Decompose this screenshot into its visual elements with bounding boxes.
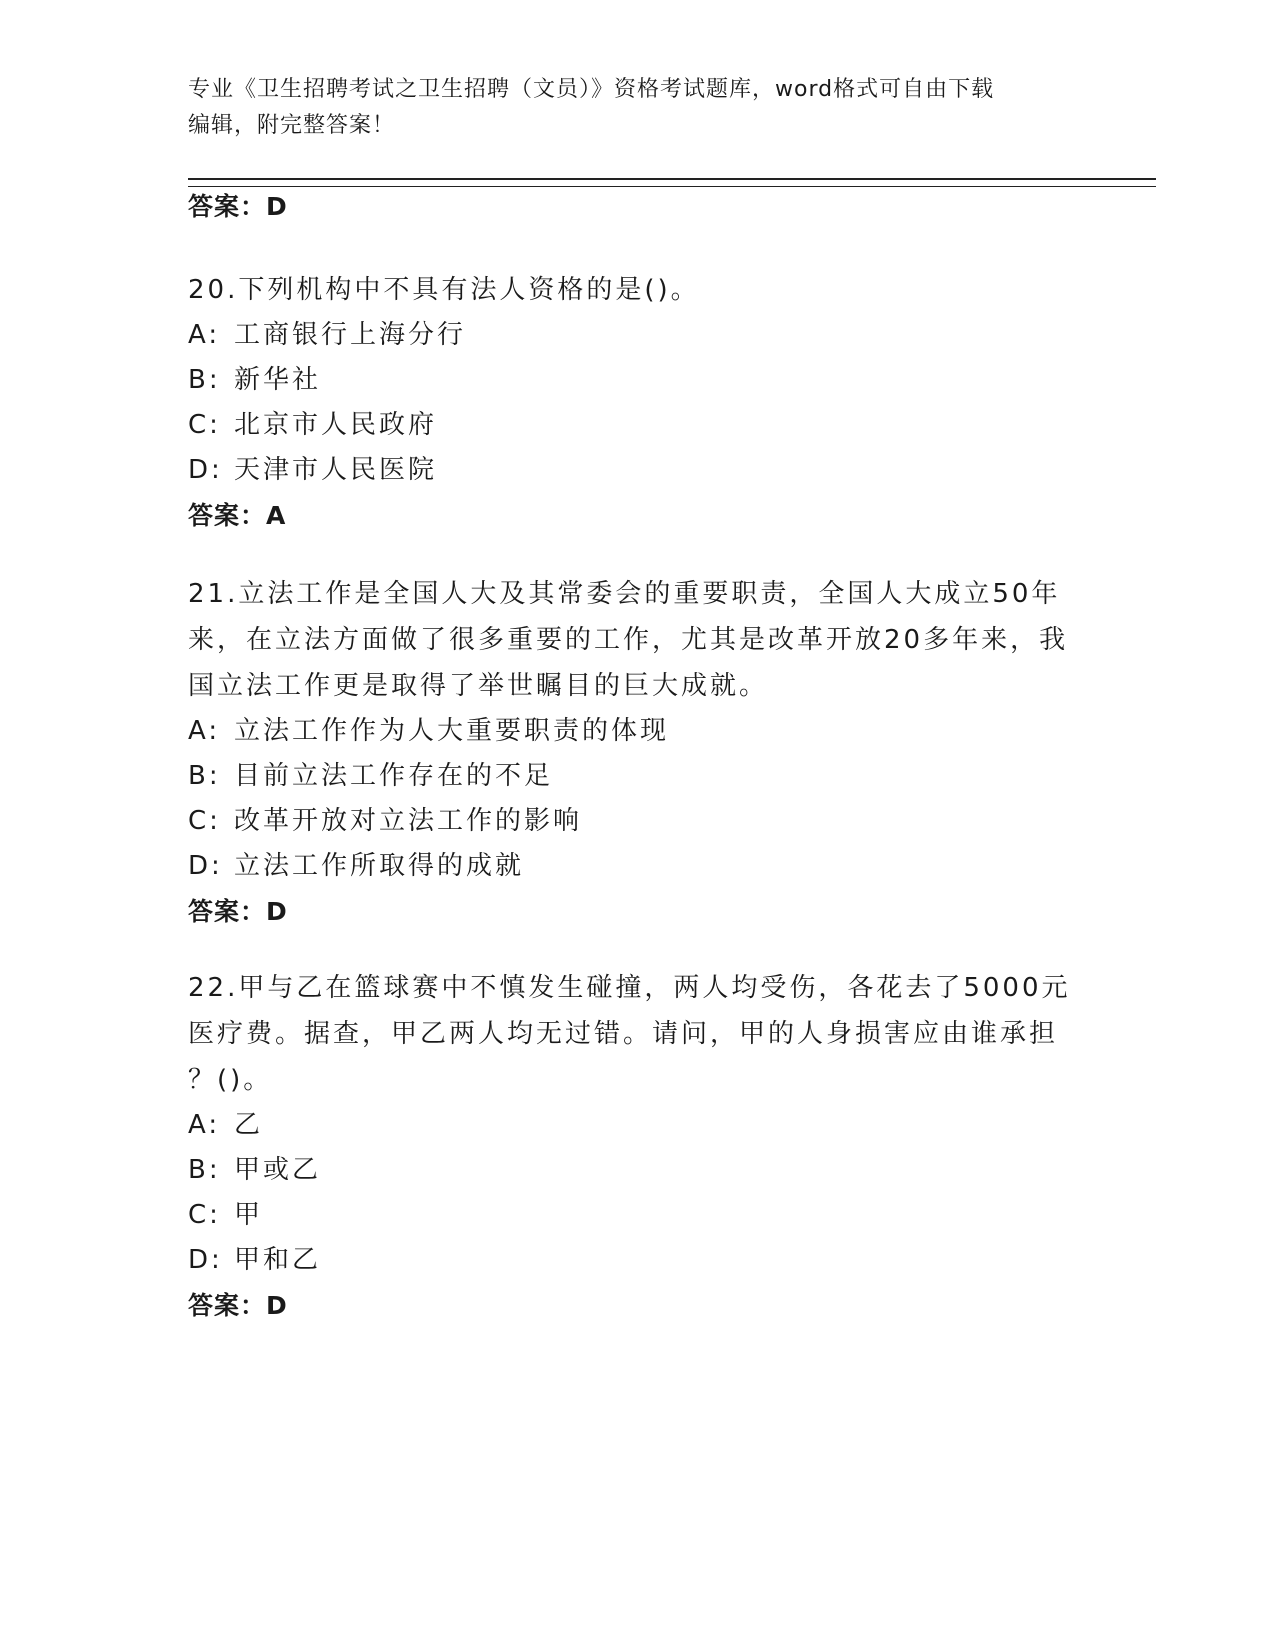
question-stem-line: 22.甲与乙在篮球赛中不慎发生碰撞，两人均受伤，各花去了5000元 [188, 973, 1071, 1003]
option-letter: B: [188, 1155, 221, 1185]
question-answer [188, 1283, 1088, 1329]
option-text: 新华社 [234, 365, 322, 395]
header-line-2: 编辑，附完整答案！ [188, 113, 396, 138]
answer-label: 答案： [188, 1291, 267, 1320]
answer-label: 答案： [188, 897, 267, 926]
option-text: 工商银行上海分行 [234, 320, 467, 350]
option-letter: A: [188, 716, 221, 746]
option-letter: C: [188, 806, 221, 836]
answer-value: D [266, 897, 288, 926]
answer-value: D [266, 1291, 288, 1320]
option-letter: A: [188, 320, 221, 350]
option-letter: B: [188, 761, 221, 791]
option-text: 北京市人民政府 [234, 410, 438, 440]
answer-value: D [266, 192, 288, 221]
option-text: 目前立法工作存在的不足 [234, 761, 554, 791]
question-answer [188, 493, 1088, 539]
option-text: 甲 [234, 1200, 264, 1230]
option-text: 甲或乙 [234, 1155, 322, 1185]
option-text: 乙 [234, 1110, 264, 1140]
option-text: 立法工作所取得的成就 [234, 851, 525, 881]
option-a [188, 709, 1088, 754]
option-b [188, 358, 1088, 403]
option-b [188, 1148, 1088, 1193]
question-22 [188, 965, 1088, 1329]
option-letter: B: [188, 365, 221, 395]
document-header [188, 72, 1088, 144]
answer-label: 答案： [188, 501, 267, 530]
option-b [188, 754, 1088, 799]
question-21 [188, 571, 1088, 935]
option-text: 改革开放对立法工作的影响 [234, 806, 583, 836]
option-letter: A: [188, 1110, 221, 1140]
question-20 [188, 267, 1088, 539]
question-stem-line: 国立法工作更是取得了举世瞩目的巨大成就。 [188, 671, 769, 701]
option-c [188, 403, 1088, 448]
question-stem-line: 医疗费。据查，甲乙两人均无过错。请问，甲的人身损害应由谁承担 [188, 1019, 1059, 1049]
option-letter: D: [188, 1245, 223, 1275]
question-stem-line: 21.立法工作是全国人大及其常委会的重要职责，全国人大成立50年 [188, 579, 1061, 609]
option-a [188, 313, 1088, 358]
option-d [188, 448, 1088, 493]
previous-answer [188, 184, 1088, 230]
answer-label: 答案： [188, 192, 267, 221]
option-text: 甲和乙 [234, 1245, 322, 1275]
option-letter: D: [188, 455, 223, 485]
option-letter: C: [188, 410, 221, 440]
question-answer [188, 889, 1088, 935]
option-text: 立法工作作为人大重要职责的体现 [234, 716, 670, 746]
option-c [188, 1193, 1088, 1238]
option-letter: C: [188, 1200, 221, 1230]
option-a [188, 1103, 1088, 1148]
option-text: 天津市人民医院 [234, 455, 438, 485]
option-c [188, 799, 1088, 844]
answer-value: A [266, 501, 287, 530]
option-d [188, 1238, 1088, 1283]
question-stem-line: 20.下列机构中不具有法人资格的是()。 [188, 275, 700, 305]
option-letter: D: [188, 851, 223, 881]
header-line-1: 专业《卫生招聘考试之卫生招聘（文员）》资格考试题库，word格式可自由下载 [188, 77, 995, 102]
option-d [188, 844, 1088, 889]
question-stem-line: 来，在立法方面做了很多重要的工作，尤其是改革开放20多年来，我 [188, 625, 1069, 655]
question-stem-line: ？()。 [188, 1065, 273, 1095]
